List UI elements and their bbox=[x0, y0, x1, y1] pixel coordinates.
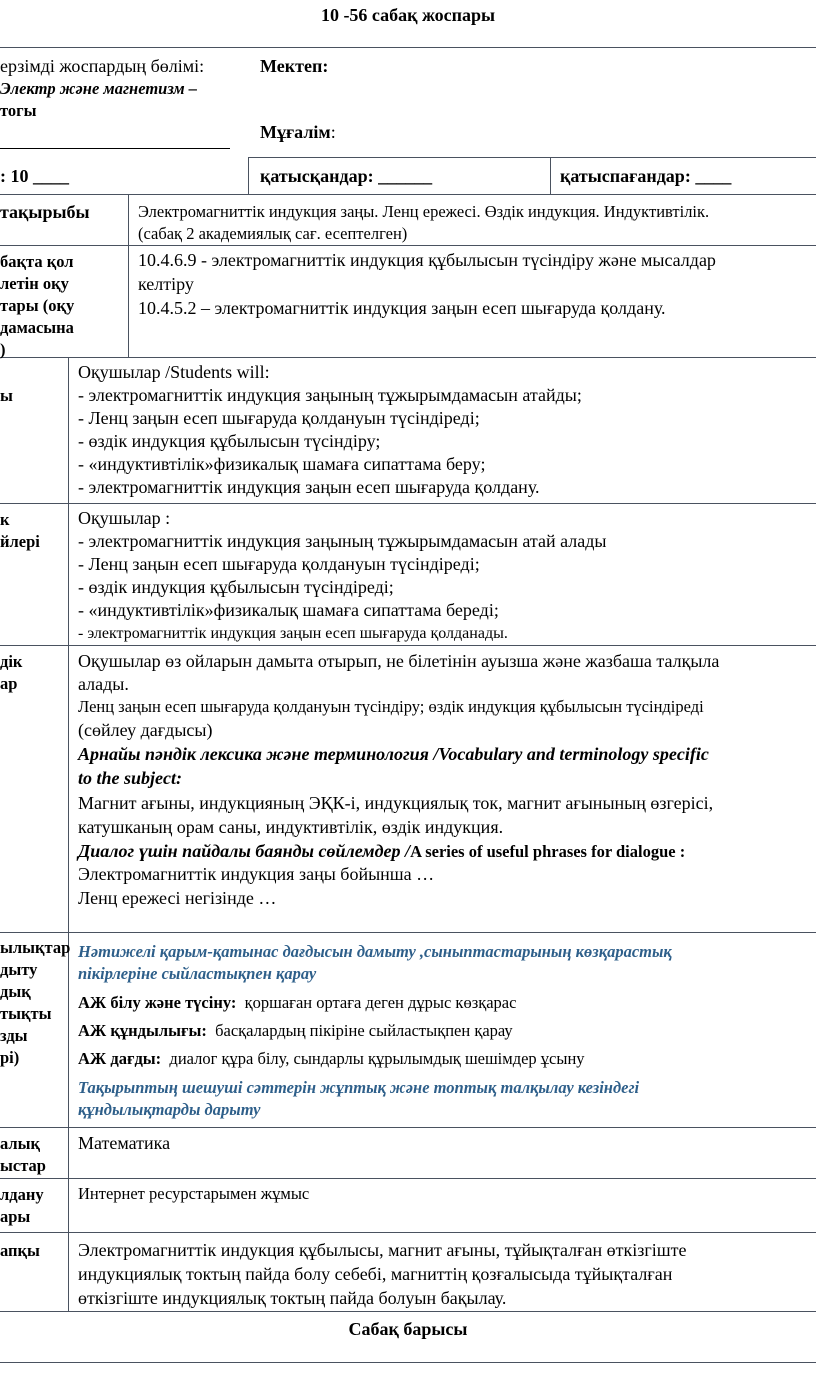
rule bbox=[128, 194, 129, 357]
rule bbox=[248, 157, 816, 158]
ict-label: лдану bbox=[0, 1185, 44, 1204]
teacher-field bbox=[260, 120, 336, 144]
absent-label: қатыспағандар: ____ bbox=[560, 166, 732, 186]
teacher-colon: : bbox=[330, 122, 336, 142]
objectives-label: летін оқу bbox=[0, 274, 69, 293]
dialogue-heading bbox=[78, 839, 685, 864]
objectives-label: тары (оқу bbox=[0, 296, 75, 315]
ict-value: Интернет ресурстарымен жұмыс bbox=[78, 1184, 310, 1203]
objective-line: 10.4.5.2 – электромагниттік индукция заңын есеп шығаруда қолдану. bbox=[138, 298, 666, 318]
language-line: алады. bbox=[78, 674, 129, 694]
cross-label: ыстар bbox=[0, 1156, 46, 1175]
objectives-label: дамасына bbox=[0, 318, 74, 337]
underline bbox=[0, 148, 230, 149]
values-label: дыту bbox=[0, 960, 38, 979]
language-line: Оқушылар өз ойларын дамыта отырып, не білетінін ауызша және жазбаша талқыла bbox=[78, 651, 720, 671]
language-line: Ленц заңын есеп шығаруда қолдануын түсіндіру; өздік индукция құбылысын түсіндіреді bbox=[78, 697, 704, 716]
values-item bbox=[78, 1020, 513, 1042]
goal-line: - Ленц заңын есеп шығаруда қолдануын түсіндіреді; bbox=[78, 408, 480, 428]
class-label: : 10 ____ bbox=[0, 166, 69, 186]
prior-label: апқы bbox=[0, 1241, 40, 1260]
topic-line: Электромагниттік индукция заңы. Ленц ережесі. Өздік индукция. Индуктивтілік. bbox=[138, 202, 710, 221]
criteria-line: Оқушылар : bbox=[78, 508, 171, 528]
criteria-line: - өздік индукция құбылысын түсіндіреді; bbox=[78, 577, 394, 597]
section-value: тогы bbox=[0, 101, 37, 120]
criteria-line: - электромагниттік индукция заңының тұжырымдамасын атай алады bbox=[78, 531, 607, 551]
lesson-flow-title: Сабақ барысы bbox=[348, 1319, 468, 1339]
rule bbox=[248, 157, 249, 194]
criteria-label: к bbox=[0, 510, 10, 529]
dialogue-heading-kz: Диалог үшін пайдалы баянды сөйлемдер / bbox=[78, 841, 411, 861]
rule bbox=[0, 503, 816, 504]
page-title: 10 -56 сабақ жоспары bbox=[320, 5, 496, 25]
criteria-line: - электромагниттік индукция заңын есеп шығаруда қолданады. bbox=[78, 625, 508, 642]
rule bbox=[0, 357, 816, 358]
objectives-label: ) bbox=[0, 340, 6, 359]
goal-line: - электромагниттік индукция заңының тұжырымдамасын атайды; bbox=[78, 385, 582, 405]
values-label: рі) bbox=[0, 1048, 20, 1067]
rule bbox=[0, 932, 816, 933]
values-item-value: басқалардың пікіріне сыйластықпен қарау bbox=[215, 1021, 513, 1040]
dialogue-heading-en: A series of useful phrases for dialogue : bbox=[410, 842, 686, 861]
present-label: қатысқандар: ______ bbox=[260, 166, 433, 186]
values-label: зды bbox=[0, 1026, 28, 1045]
rule bbox=[0, 1127, 816, 1128]
rule bbox=[0, 645, 816, 646]
values-footer: құндылықтарды дарыту bbox=[78, 1100, 261, 1119]
values-label: тықты bbox=[0, 1004, 52, 1023]
objectives-label: бақта қол bbox=[0, 252, 74, 271]
prior-line: индукциялық токтың пайда болу себебі, магниттің қозғалысыда тұйықталған bbox=[78, 1264, 673, 1284]
values-footer: Тақырыптың шешуші сәттерін жұптық және топтық талқылау кезіндегі bbox=[78, 1078, 640, 1097]
values-heading: Нәтижелі қарым-қатынас дағдысын дамыту ,сыныптастарының көзқарастық bbox=[78, 942, 672, 961]
criteria-label: йлері bbox=[0, 532, 40, 551]
values-heading: пікірлеріне сыйластықпен қарау bbox=[78, 964, 317, 983]
values-label: дық bbox=[0, 982, 31, 1001]
rule bbox=[0, 245, 816, 246]
values-item bbox=[78, 1048, 585, 1070]
language-line: (сөйлеу дағдысы) bbox=[78, 720, 213, 740]
language-label: дік bbox=[0, 652, 23, 671]
prior-line: өткізгіште индукциялық токтың пайда болуын бақылау. bbox=[78, 1288, 507, 1308]
dialogue-line: Ленц ережесі негізінде … bbox=[78, 888, 277, 908]
section-label: ерзімді жоспардың бөлімі: bbox=[0, 56, 205, 76]
rule bbox=[0, 47, 816, 48]
criteria-line: - Ленц заңын есеп шығаруда қолдануын түсіндіреді; bbox=[78, 554, 480, 574]
values-item-value: диалог құра білу, сындарлы құрылымдық шешімдер ұсыну bbox=[169, 1049, 585, 1068]
goal-line: - өздік индукция құбылысын түсіндіру; bbox=[78, 431, 381, 451]
topic-label: тақырыбы bbox=[0, 202, 90, 222]
teacher-label: Мұғалім bbox=[260, 122, 331, 142]
rule bbox=[0, 1362, 816, 1363]
goal-line: - «индуктивтілік»физикалық шамаға сипаттама беру; bbox=[78, 454, 486, 474]
section-value: Электр және магнетизм – bbox=[0, 79, 198, 98]
ict-label: ары bbox=[0, 1207, 31, 1226]
values-label: ылықтар bbox=[0, 938, 71, 957]
rule bbox=[550, 157, 551, 194]
prior-line: Электромагниттік индукция құбылысы, магнит ағыны, тұйықталған өткізгіште bbox=[78, 1240, 687, 1260]
values-item-label: АЖ құндылығы: bbox=[78, 1021, 207, 1040]
vocabulary-line: катушканың орам саны, индуктивтілік, өздік индукция. bbox=[78, 817, 504, 837]
school-label: Мектеп: bbox=[260, 56, 329, 76]
objective-line: 10.4.6.9 - электромагниттік индукция құбылысын түсіндіру және мысалдар bbox=[138, 250, 716, 270]
vocabulary-heading: Арнайы пәндік лексика және терминология /Vocabulary and terminology specific bbox=[78, 744, 709, 764]
cross-value: Математика bbox=[78, 1133, 171, 1153]
rule bbox=[0, 194, 816, 195]
rule bbox=[68, 357, 69, 1311]
language-label: ар bbox=[0, 674, 18, 693]
rule bbox=[0, 1178, 816, 1179]
goals-label: ы bbox=[0, 386, 13, 405]
values-item bbox=[78, 992, 516, 1014]
dialogue-line: Электромагниттік индукция заңы бойынша … bbox=[78, 864, 435, 884]
rule bbox=[0, 1232, 816, 1233]
rule bbox=[0, 1311, 816, 1312]
goal-line: Оқушылар /Students will: bbox=[78, 362, 270, 382]
criteria-line: - «индуктивтілік»физикалық шамаға сипаттама береді; bbox=[78, 600, 499, 620]
vocabulary-line: Магнит ағыны, индукцияның ЭҚК-і, индукциялық ток, магнит ағынының өзгерісі, bbox=[78, 793, 714, 813]
values-item-label: АЖ дағды: bbox=[78, 1049, 162, 1068]
goal-line: - электромагниттік индукция заңын есеп шығаруда қолдану. bbox=[78, 477, 540, 497]
topic-line: (сабақ 2 академиялық сағ. есептелген) bbox=[138, 224, 408, 243]
values-item-label: АЖ білу және түсіну: bbox=[78, 993, 237, 1012]
values-item-value: қоршаған ортаға деген дұрыс көзқарас bbox=[244, 993, 517, 1012]
objective-line: келтіру bbox=[138, 274, 194, 294]
cross-label: алық bbox=[0, 1134, 41, 1153]
vocabulary-heading: to the subject: bbox=[78, 768, 182, 788]
